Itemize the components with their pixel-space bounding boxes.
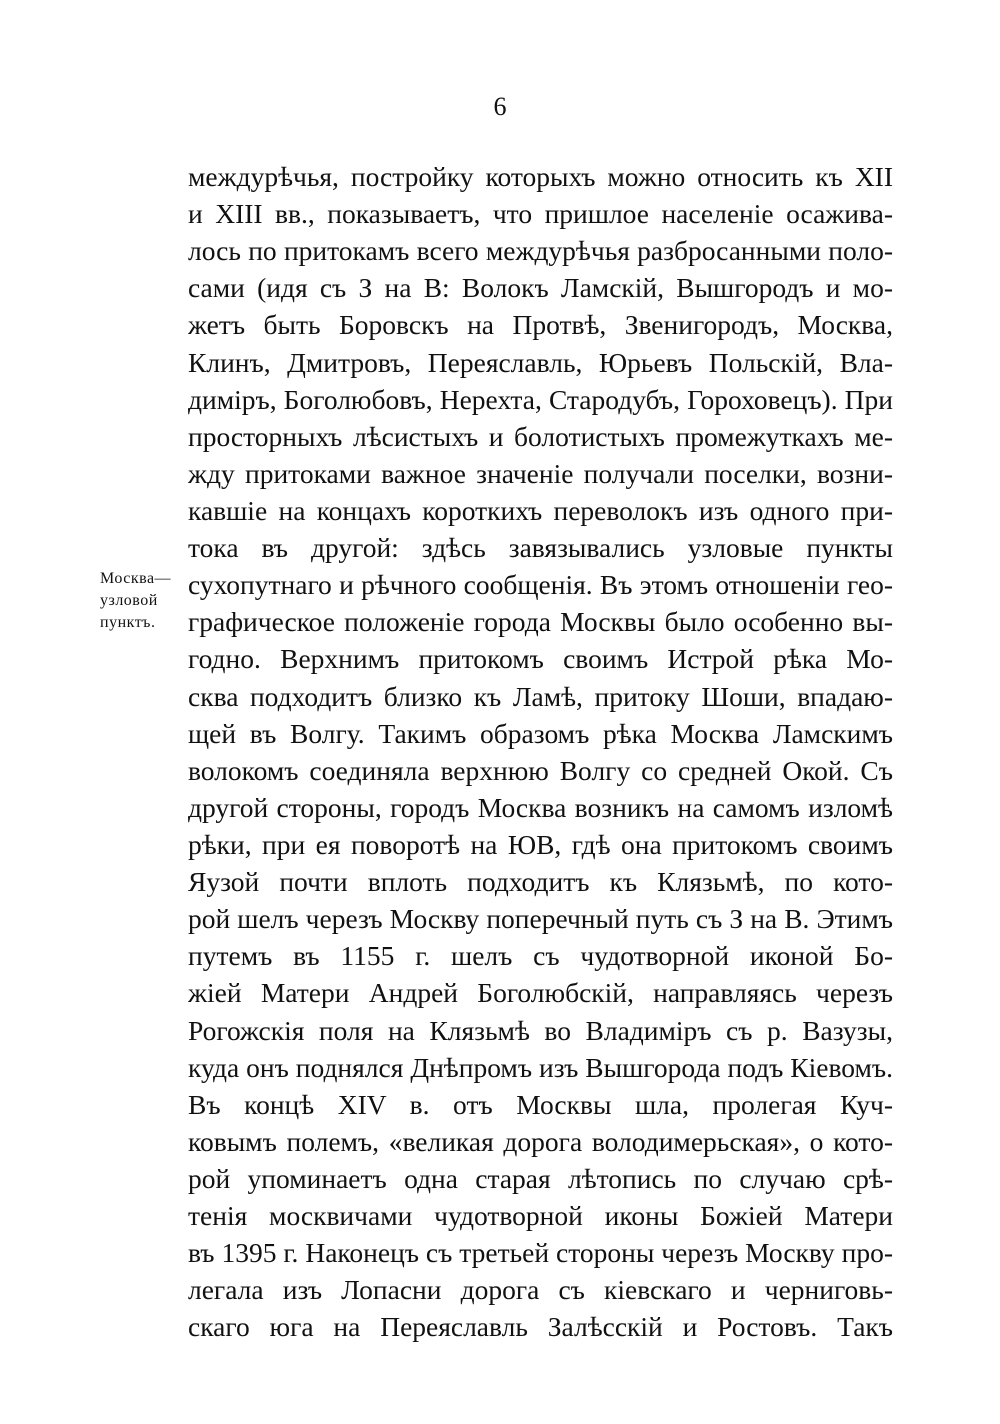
text-line: куда онъ поднялся Днѣпромъ изъ Вышгорода подъ Кіевомъ. [188, 1051, 893, 1083]
text-line: графическое положеніе города Москвы было особенно вы- [188, 606, 893, 638]
text-line: диміръ, Боголюбовъ, Нерехта, Стародубъ, Гороховецъ). При [188, 383, 893, 415]
text-line: лось по притокамъ всего междурѣчья разбросанными поло- [188, 235, 893, 267]
text-line: кавшіе на концахъ короткихъ переволокъ изъ одного при- [188, 494, 893, 526]
text-line: междурѣчья, постройку которыхъ можно относить къ XII [188, 161, 893, 192]
margin-note-line: Москва— [100, 570, 172, 587]
text-line: тока въ другой: здѣсь завязывались узловые пункты [188, 532, 893, 564]
text-line: щей въ Волгу. Такимъ образомъ рѣка Москва Ламскимъ [188, 717, 893, 749]
text-line: Клинъ, Дмитровъ, Переяславль, Юрьевъ Польскій, Вла- [188, 346, 893, 378]
text-line: рѣки, при ея поворотѣ на ЮВ, гдѣ она притокомъ своимъ [188, 828, 893, 860]
text-line: путемъ въ 1155 г. шелъ съ чудотворной иконой Бо- [188, 940, 893, 972]
text-line: сами (идя съ З на В: Волокъ Ламскій, Вышгородъ и мо- [188, 272, 893, 304]
page-number: 6 [493, 92, 507, 121]
margin-note-line: узловой [100, 592, 158, 609]
text-line: и XIII вв., показываетъ, что пришлое населеніе осажива- [188, 198, 893, 230]
text-line: сухопутнаго и рѣчного сообщенія. Въ этомъ отношеніи гео- [188, 569, 893, 601]
text-line: годно. Верхнимъ притокомъ своимъ Истрой рѣка Мо- [188, 643, 893, 675]
margin-note [100, 568, 186, 634]
text-line: жду притоками важное значеніе получали поселки, возни- [188, 457, 893, 489]
text-line: скаго юга на Переяславль Залѣсскій и Ростовъ. Такъ [188, 1311, 893, 1343]
text-line: ковымъ полемъ, «великая дорога володимерьская», о кото- [188, 1125, 893, 1157]
text-line: Яузой почти вплоть подходитъ къ Клязьмѣ, по кото- [188, 866, 893, 898]
text-line: волокомъ соединяла верхнюю Волгу со средней Окой. Съ [188, 754, 893, 786]
text-line: сква подходитъ близко къ Ламѣ, притоку Шоши, впадаю- [188, 680, 893, 712]
text-line: рой упоминаетъ одна старая лѣтопись по случаю срѣ- [188, 1162, 893, 1194]
text-line: тенія москвичами чудотворной иконы Божіей Матери [188, 1200, 893, 1232]
text-line: жетъ быть Боровскъ на Протвѣ, Звенигородъ, Москва, [188, 309, 893, 341]
text-line: Рогожскія поля на Клязьмѣ во Владиміръ съ р. Вазузы, [188, 1014, 893, 1046]
text-line: легала изъ Лопасни дорога съ кіевскаго и черниговь- [188, 1274, 893, 1306]
text-line: другой стороны, городъ Москва возникъ на самомъ изломѣ [188, 791, 893, 823]
text-line: Въ концѣ XIV в. отъ Москвы шла, пролегая Куч- [188, 1088, 893, 1120]
text-line: рой шелъ черезъ Москву поперечный путь съ З на В. Этимъ [188, 903, 893, 935]
text-line: просторныхъ лѣсистыхъ и болотистыхъ промежуткахъ ме- [188, 420, 893, 452]
text-line: въ 1395 г. Наконецъ съ третьей стороны черезъ Москву про- [188, 1237, 893, 1269]
body-text [188, 158, 893, 1346]
text-line: жіей Матери Андрей Боголюбскій, направляясь черезъ [188, 977, 893, 1009]
margin-note-line: пунктъ. [100, 614, 156, 631]
